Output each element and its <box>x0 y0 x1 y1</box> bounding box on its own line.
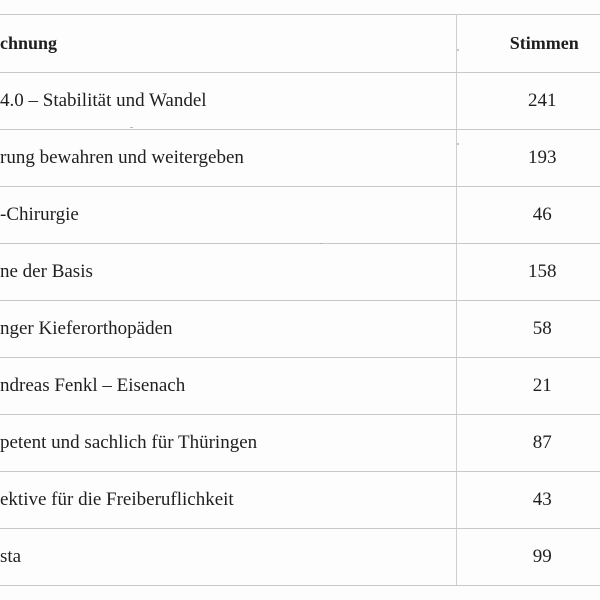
list-name-cell: petent und sachlich für Thüringen <box>0 415 456 472</box>
votes-cell: 241 <box>456 73 600 130</box>
list-name-cell: sta <box>0 529 456 586</box>
scan-artifact <box>320 243 323 244</box>
votes-cell: 158 <box>456 244 600 301</box>
table-row <box>0 301 600 358</box>
scan-artifact <box>130 127 133 128</box>
table-row <box>0 130 600 187</box>
table-row <box>0 73 600 130</box>
header-votes: Stimmen <box>456 15 600 73</box>
election-results-table <box>0 14 600 586</box>
list-name-cell: 4.0 – Stabilität und Wandel <box>0 73 456 130</box>
table-row <box>0 529 600 586</box>
votes-cell: 193 <box>456 130 600 187</box>
table-row <box>0 472 600 529</box>
list-name-cell: ne der Basis <box>0 244 456 301</box>
table-row <box>0 415 600 472</box>
table-header-row <box>0 15 600 73</box>
list-name-cell: ndreas Fenkl – Eisenach <box>0 358 456 415</box>
votes-cell: 46 <box>456 187 600 244</box>
votes-cell: 21 <box>456 358 600 415</box>
votes-cell: 43 <box>456 472 600 529</box>
scan-artifact <box>457 49 459 51</box>
votes-cell: 87 <box>456 415 600 472</box>
list-name-cell: rung bewahren und weitergeben <box>0 130 456 187</box>
list-name-cell: -Chirurgie <box>0 187 456 244</box>
table-row <box>0 358 600 415</box>
table-row <box>0 244 600 301</box>
scan-artifact <box>457 143 459 145</box>
header-name: chnung <box>0 15 456 73</box>
votes-cell: 58 <box>456 301 600 358</box>
table-row <box>0 187 600 244</box>
votes-cell: 99 <box>456 529 600 586</box>
list-name-cell: ektive für die Freiberuflichkeit <box>0 472 456 529</box>
list-name-cell: nger Kieferorthopäden <box>0 301 456 358</box>
